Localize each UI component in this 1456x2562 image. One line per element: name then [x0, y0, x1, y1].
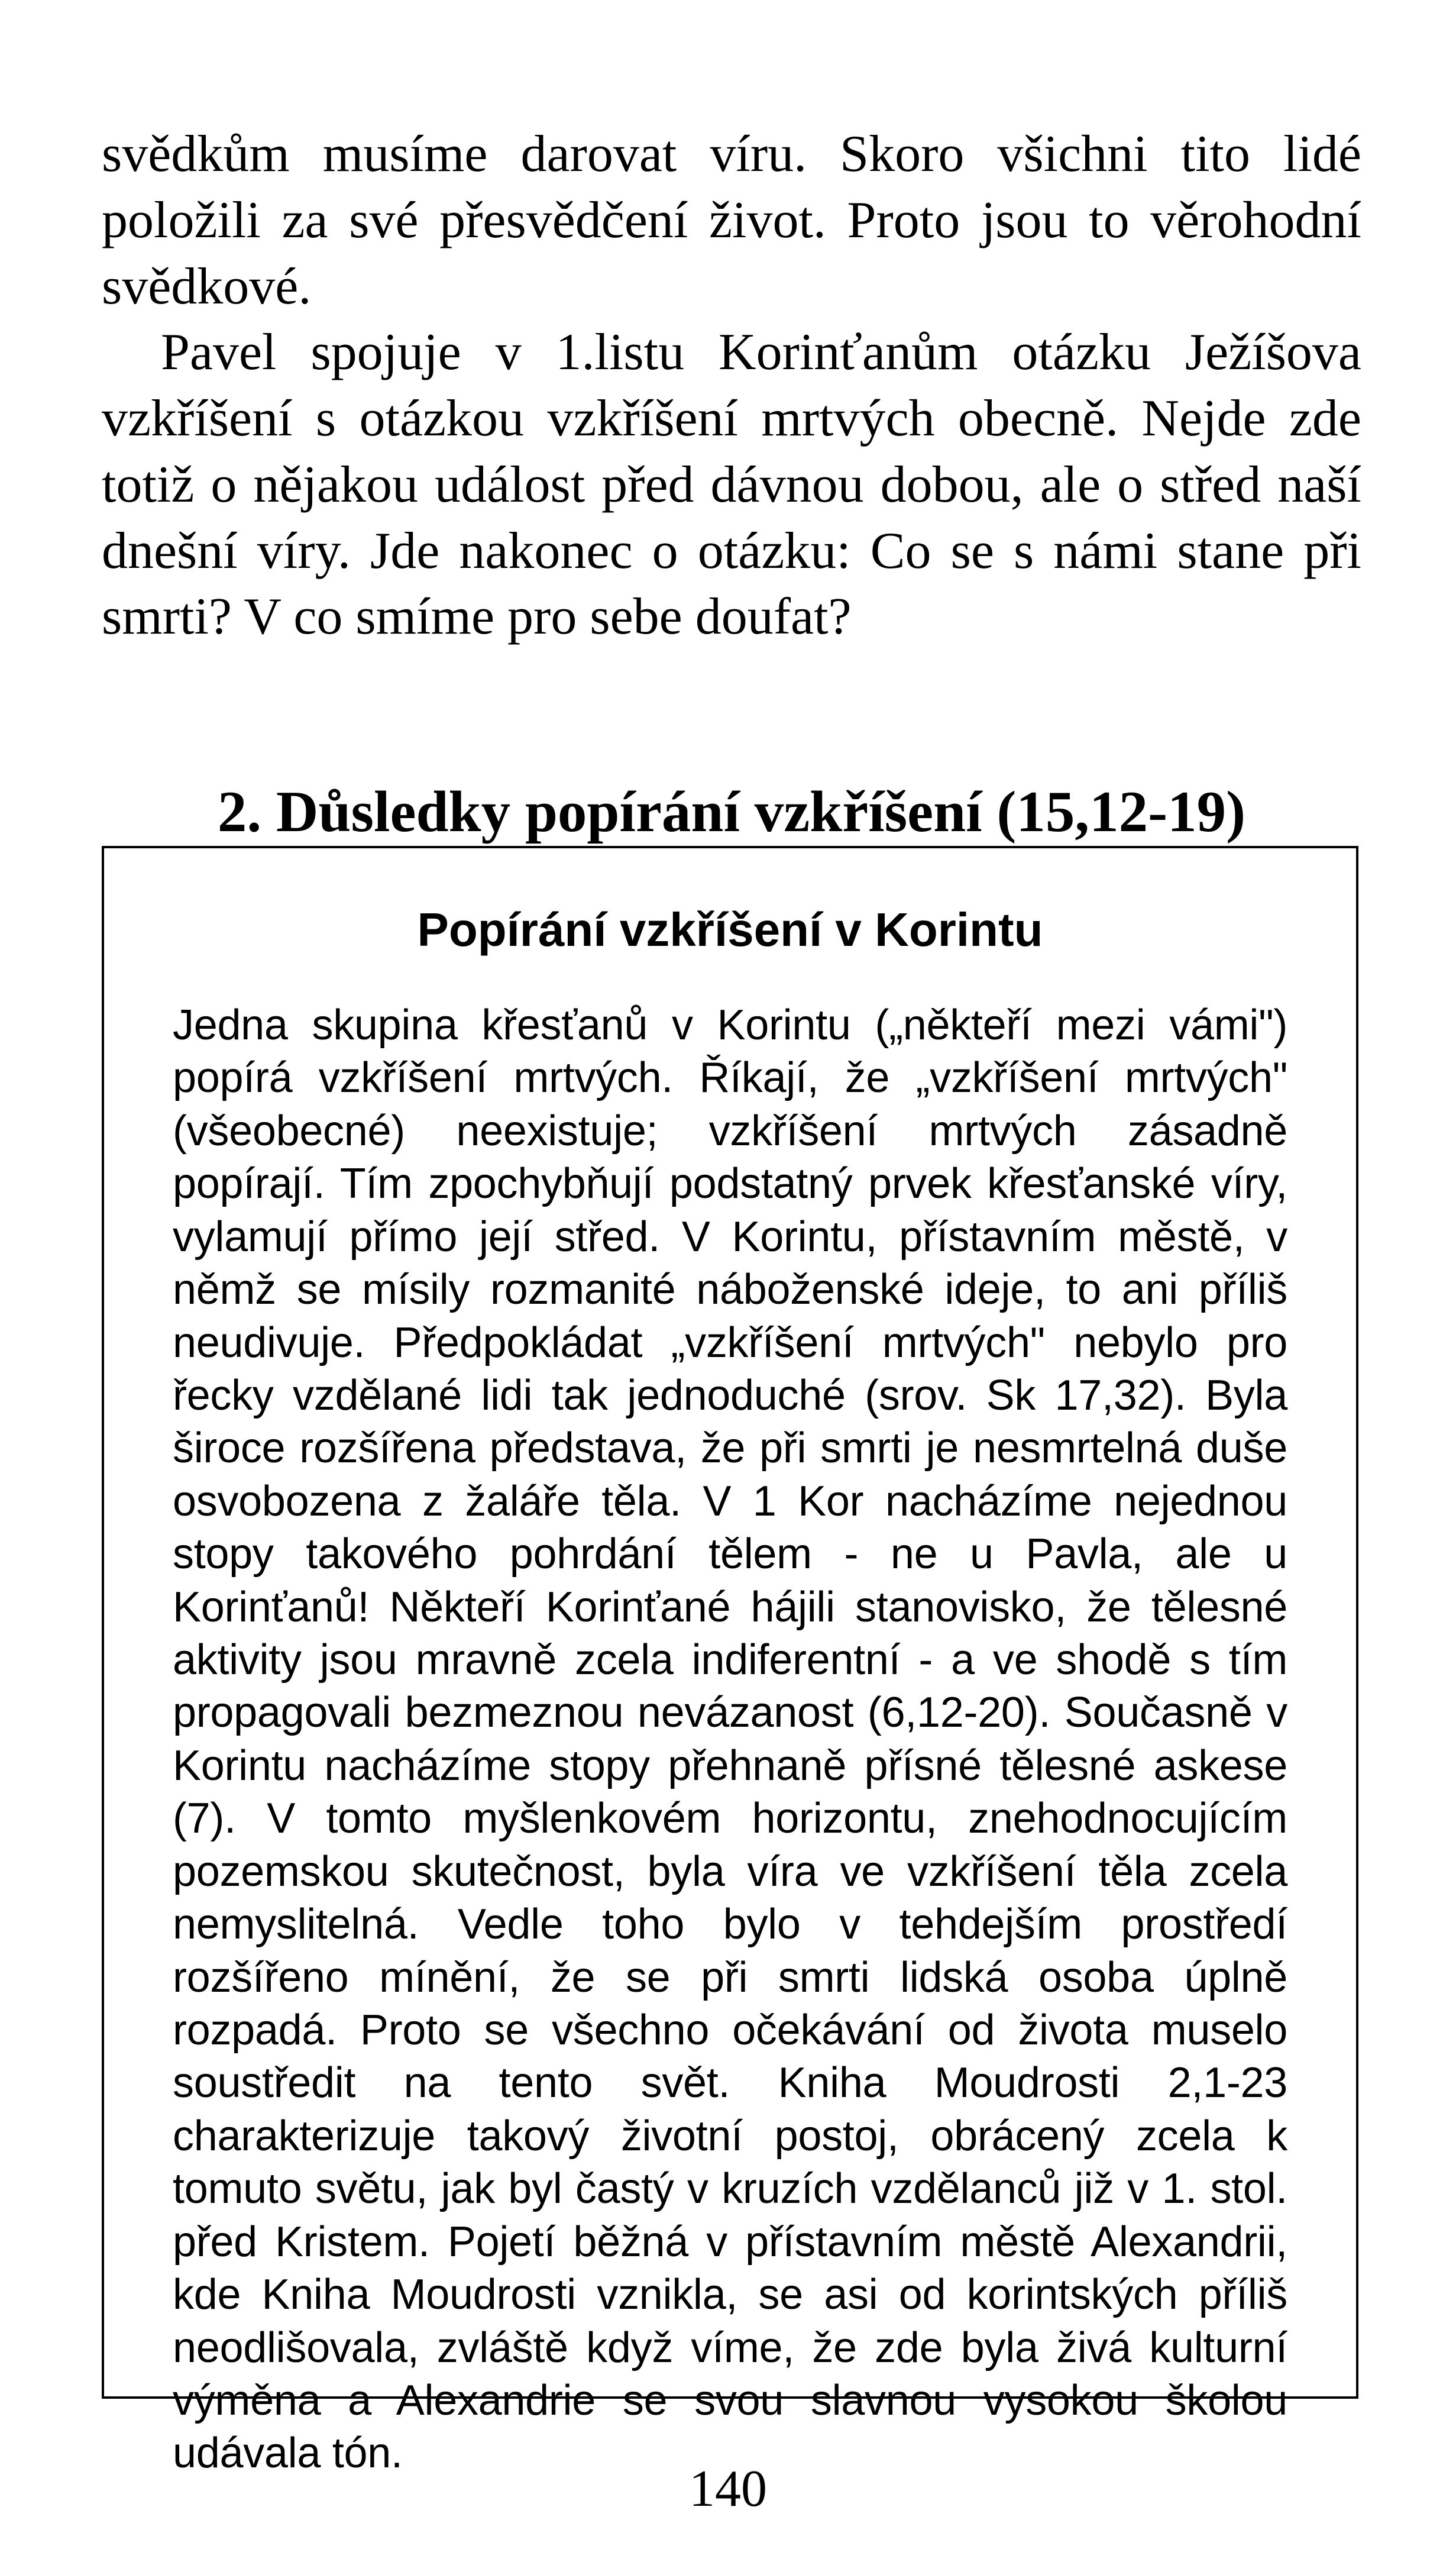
main-text-column — [102, 121, 1361, 848]
box-text: Jedna skupina křesťanů v Korintu („někteří mezi vámi") popírá vzkříšení mrtvých. Říkají, že „vzkříšení mrtvých" (všeobecné) neexistuje; vzkříšení mrtvých zásadně popírají. Tím zpochybňují podstatný prvek křesťanské víry, vylamují přímo její střed. V Korintu, přístavním městě, v němž se mísily rozmanité náboženské ideje, to ani příliš neudivuje. Předpokládat „vzkříšení mrtvých" nebylo pro řecky vzdělané lidi tak jednoduché (srov. Sk 17,32). Byla široce rozšířena představa, že při smrti je nesmrtelná duše osvobozena z žaláře těla. V 1 Kor nacházíme nejednou stopy takového pohrdání tělem - ne u Pavla, ale u Korinťanů! Někteří Korinťané hájili stanovisko, že tělesné aktivity jsou mravně zcela indiferentní - a ve shodě s tím propagovali bezmeznou nevázanost (6,12-20). Současně v Korintu nacházíme stopy přehnaně přísné tělesné askese (7). V tomto myšlenkovém horizontu, znehodnocujícím pozemskou skutečnost, byla víra ve vzkříšení těla zcela nemyslitelná. Vedle toho bylo v tehdejším prostředí rozšířeno mínění, že se při smrti lidská osoba úplně rozpadá. Proto se všechno očekávání od života muselo soustředit na tento svět. Kniha Moudrosti 2,1-23 charakterizuje takový životní postoj, obrácený zcela k tomuto světu, jak byl častý v kruzích vzdělanců již v 1. stol. před Kristem. Pojetí běžná v přístavním městě Alexandrii, kde Kniha Moudrosti vznikla, se asi od korintských příliš neodlišovala, zvláště když víme, že zde byla živá kulturní výměna a Alexandrie se svou slavnou vysokou školou udávala tón. — [173, 1001, 1287, 2477]
sidebar-box — [102, 846, 1358, 2477]
box-title: Popírání vzkříšení v Korintu — [417, 903, 1043, 956]
section-heading: 2. Důsledky popírání vzkříšení (15,12-19) — [217, 780, 1246, 844]
page-number: 140 — [689, 2460, 767, 2518]
paragraph-resurrection-question: Pavel spojuje v 1.listu Korinťanům otázku Ježíšova vzkříšení s otázkou vzkříšení mrtvých obecně. Nejde zde totiž o nějakou událost před dávnou dobou, ale o střed naší dnešní víry. Jde nakonec o otázku: Co se s námi stane při smrti? V co smíme pro sebe doufat? — [102, 324, 1361, 646]
paragraph-continuation: svědkům musíme darovat víru. Skoro všichni tito lidé položili za své přesvědčení život. Proto jsou to věrohodní svědkové. — [102, 125, 1361, 315]
